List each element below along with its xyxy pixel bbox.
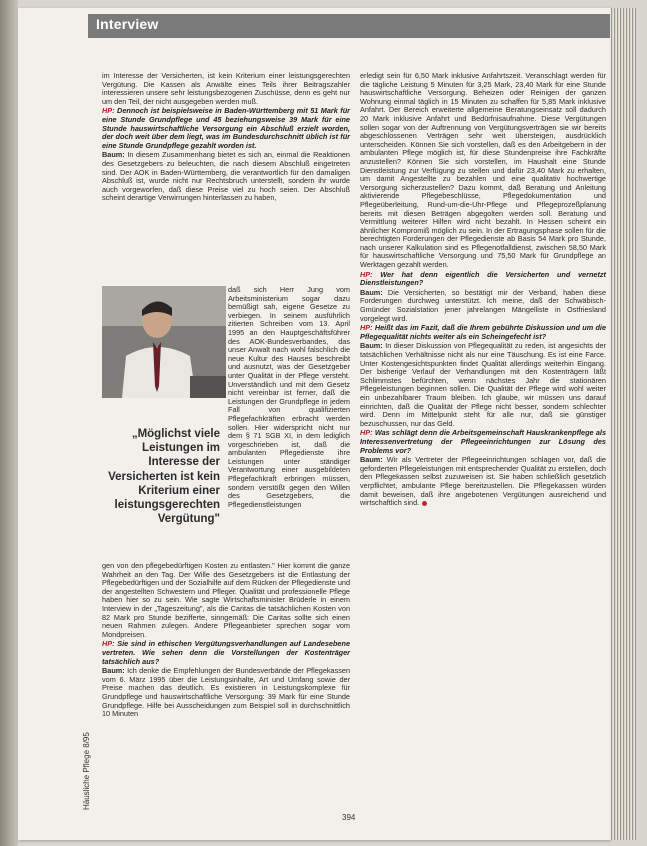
answer-2 [102,667,350,719]
hp-label: HP: [360,323,373,333]
journal-side-label [82,640,96,810]
question-4-text: Heißt das im Fazit, daß die Ihrem gebührte Diskussion und um die Pflegequalität nichts weiter als ein Scheingefecht ist? [360,323,607,341]
answer-label: Baum: [102,666,125,676]
pull-quote: „Möglichst viele Leistungen im Interesse der Versicherten ist kein Kriterium einer leistungsgerechten Vergütung" [108,428,220,526]
question-2 [102,640,350,666]
answer-1-text: In diesem Zusammenhang bietet es sich an, einmal die Reaktionen des Gesetzgebers zu beleuchten, die nach diesem Abschluß eingetreten sind. Der AOK in Baden-Württemberg, die verantwortlich für den damaligen Abschluß ist, wurde nicht nur Rechtsbruch unterstellt, sondern ihr wurde auch vorgeworfen, daß diese Preise viel zu hoch seien. Der Abschluß scheint derartige Verwirrungen hinterlassen zu haben, [102,150,350,203]
question-1 [102,107,350,150]
answer-2-text: Ich denke die Empfehlungen der Bundesverbände der Pflegekassen vom 6. März 1995 über die Leistungsinhalte, Art und Umfang sowie der Preise machen das deutlich. Es existieren in Leistungskomplexe für Grundpflege und hauswirtschaftliche Versorgung: 39 Mark für eine Stunde Grundpflege. Hilfe bei Ausscheidungen zum Beispiel soll in durchschnittlich 10 Minuten [102,666,350,719]
question-2-text: Sie sind in ethischen Vergütungsverhandlungen auf Landesebene vertreten. Wie sehen denn die Vorstellungen der Kostenträger tatsächlich aus? [102,639,351,666]
page-edges [610,8,636,840]
hp-label: HP: [360,269,373,279]
answer-5-text: Wir als Vertreter der Pflegeeinrichtungen schlagen vor, daß die geforderten Pflegeleistungen mit entsprechender Qualität zu erstellen, doch den Pflegekassen selbst zuzuweisen ist. Sie haben schließlich gesetzlich verpflichtet, ambulante Pflege bereitzustellen. Die Pflegekassen würden damit beweisen, daß ihre angebotenen Vergütungen ausreichend und wirtschaftlich sind. [360,455,606,508]
answer-4 [360,342,606,428]
answer-5 [360,456,606,508]
answer-4-text: In dieser Diskussion von Pflegequalität zu reden, ist angesichts der tatsächlichen Verhältnisse nicht als nur eine Täuschung. Es ist eine Farce. Unter Kostengesichtspunkten findet Qualität allerdings weiterhin Eingang. Der bisherige Verlauf der Verhandlungen mit den Kostenträgern läßt Schlimmstes befürchten, wenn nächstes Jahr die stationären Pflegeleistungen beginnen sollen. Die Qualität der Pflege wird wohl weiter ein unbezahlbarer Traum bleiben. Ich glaube, wir müssen uns darauf einrichten, daß die Qualität der Pflege nicht besser, sondern schlechter wird. Denn im Mittelpunkt steht für alle nur, daß sie günstiger bezuschussen, nur das Geld. [360,341,606,428]
book-binding [0,0,18,846]
page-number: 394 [342,813,356,822]
right-paragraph-1: erledigt sein für 6,50 Mark inklusive Anfahrtszeit. Veranschlagt werden für die tägliche Leistung 5 Minuten für 3,25 Mark, 23,40 Mark für eine Stunde hauswirtschaftliche Versorgung. Beheizen oder Reinigen der ganzen Wohnung einmal täglich in 15 Minuten zu schaffen für 5,85 Mark inklusive Anfahrt. Der Bereich erweiterte allgemeine Beratungseinsatz soll dadurch 20 Mark inklusive Anfahrt und Bedürfnisaufnahme. Diese Vergütungen sollen sogar von der Auftrennung von Vergütungsverträgen sie wir bereits abgeschlossenen Verträgen sehr weit übersteigen, ausdrücklich unterscheiden. Können Sie sich vorstellen, daß es den Arbeitgebern in der ambulanten Pflege möglich ist, für diese Stundenpreise ihre Fachkräfte anzustellen? Können Sie sich vorstellen, im Haushalt eine Stunde Dienstleistung zur Verfügung zu stellen und dafür 23,40 Mark zu erhalten, um damit Angestellte zu bezahlen und eine qualitativ hochwertige Versorgung sicherzustellen? Dazu kommt, daß Beratung und Anleitung aktivierende Pflegebeschlüsse, Pflegedokumentation und Pflegeüberleitung, Rund-um-die-Uhr-Pflege und Pflegeprozeßplanung bereits mit diesen Beträgen abgegolten werden soll. Beratung und Vermittlung weiterer Hilfen wird nicht bezahlt. In Hessen scheint ein ähnlicher Kompromiß möglich zu sein. In der Ertragungsphase sollen für die berechtigten Forderungen der Pflegedienste ab Basis 54 Mark pro Stunde, nach unserer Kalkulation sind es Pflegenotfalldienst, zwischen 58,50 Mark für hauswirtschaftliche Versorgung und 75,50 Mark für Grundpflege an Werktagen gezahlt werden. [360,71,606,270]
hp-label: HP: [102,106,115,116]
answer-3-text: Die Versicherten, so bestätigt mir der Verband, haben diese Forderungen durchweg unterstützt. Ich meine, daß der Schwäbisch-Gmünder Sozialstation jener jahrelangen Mängelliste in Ostfriesland vorgelegt wird. [360,287,607,323]
left-paragraph-1: im Interesse der Versicherten, ist kein Kriterium einer leistungsgerechten Vergütung. Die Kassen als Anwälte eines Teils ihrer Beitragszahler interessieren unsere sehr leistungsbezogenen Zuschüsse, denn es geht nur um den Teil, der nicht ausgegeben werden muß. [102,71,350,106]
question-5 [360,429,606,455]
answer-label: Baum: [102,150,125,160]
answer-label: Baum: [360,455,383,465]
left-column-top [102,72,350,204]
section-title: Interview [96,16,159,32]
hp-label: HP: [102,639,115,649]
left-column-bottom [102,562,350,720]
end-mark-icon [422,501,427,506]
question-5-text: Was schlägt denn die Arbeitsgemeinschaft Hauskrankenpflege als Interessenvertretung der Pflegeeinrichtungen zur Lösung des Problems vor? [360,428,606,455]
interviewee-photo [102,286,226,398]
question-3-text: Wer hat denn eigentlich die Versicherten und vernetzt Dienstleistungen? [360,269,606,288]
hp-label: HP: [360,428,373,438]
answer-1 [102,151,350,203]
answer-label: Baum: [360,341,383,351]
question-1-text: Dennoch ist beispielsweise in Baden-Württemberg mit 51 Mark für eine Stunde Grundpflege und 45 beziehungsweise 39 Mark für eine Stunde hauswirtschaftliche Versorgung ein Abschluß erzielt worden, der doch weit über dem liegt, was im Bundesdurchschnitt üblich ist für eine Stunde Grundpflege gezahlt worden ist. [102,106,351,150]
answer-label: Baum: [360,287,383,297]
question-3 [360,271,606,288]
journal-name: Häusliche Pflege 8/95 [82,732,91,810]
left-paragraph-2: gen von den pflegebedürftigen Kosten zu entlasten." Hier kommt die ganze Wahrheit an den Tag. Der Wille des Gesetzgebers ist die Entlastung der Pflegebedürftigen und der Sozialhilfe auf dem Rücken der Pflegedienste und der angestellten Schwestern und Pfleger. Qualität und professionelle Pflege haben hier so zu sein. Wie sagte Wirtschaftsminister Brüderle in einem Interview in der „Tageszeitung", als die Caritas die tatsächlichen Kosten von 82 Mark pro Stunde bezifferte, sinngemäß: Die Caritas sollte sich einen neuen Rahmen zulegen. Andere Pflegeanbieter sprechen sogar vom Mondpreisen. [102,561,350,639]
question-4 [360,324,606,341]
right-column [360,72,606,509]
section-header-bar [88,14,610,38]
wrapped-text: daß sich Herr Jung vom Arbeitsministerium sogar dazu bemüßigt sah, eigene Gesetze zu verbiegen. In seinem ausführlich zitierten Schreiben vom 13. April 1995 an den Hauptgeschäftsführer des AOK-Bundesverbandes, das unser Anwalt nach wohl falschlich die neue Kultur des Hauses beschreibt und ausnutzt, was der Gesetzgeber unter Qualität in der Pflege versteht. Unverständlich und mit dem Gesetz nicht vereinbar ist ferner, daß die Leistungen der Grundpflege in jedem Fall von qualifizierten Pflegefachkräften erbracht werden sollen. Hier widerspricht nicht nur dem § 71 SGB XI, in dem lediglich vorgeschrieben ist, daß die ambulanten Pflegedienste ihre Leistungen unter ständiger Verantwortung einer ausgebildeten Pflegefachkraft erbringen müssen, sondern verstößt gegen den Willen des Gesetzgebers, die Pflegedienstleistungen [228,285,350,509]
answer-3 [360,289,606,323]
portrait-image [102,286,226,398]
